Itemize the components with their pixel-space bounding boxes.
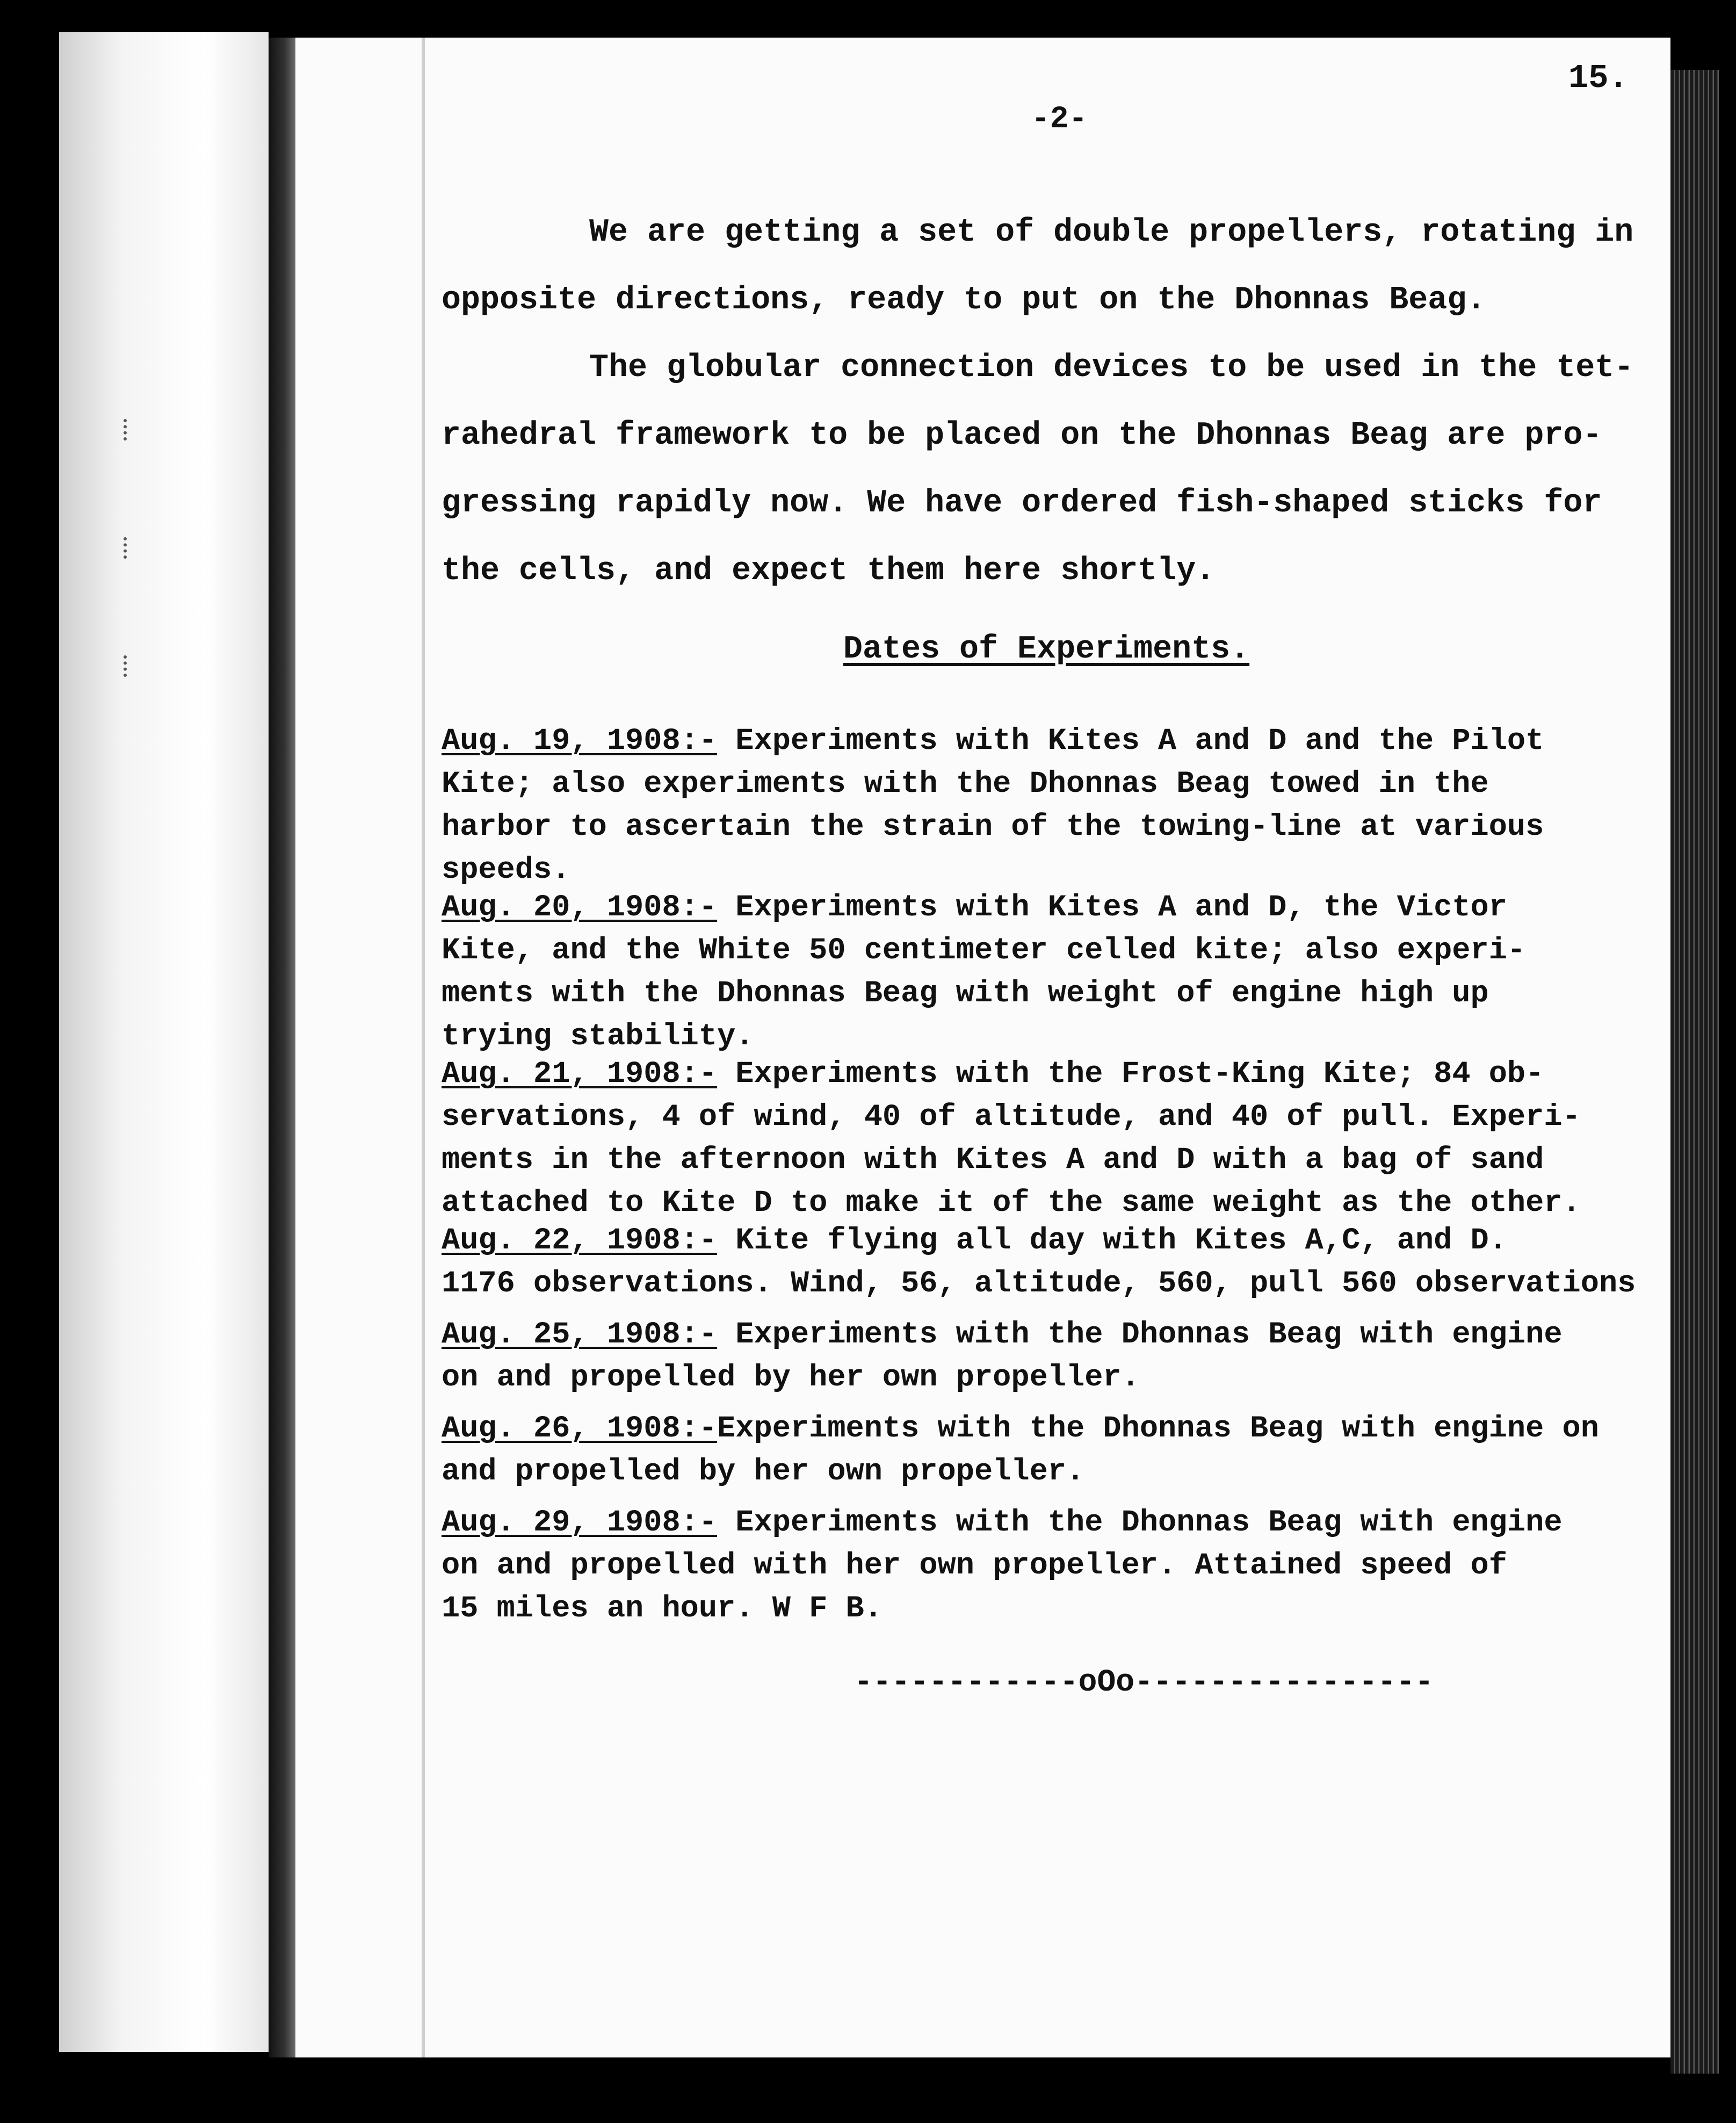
entry-line: ments with the Dhonnas Beag with weight of engine high up [442,977,1489,1011]
experiment-entry [442,1407,1599,1493]
page-number: 15. [1568,59,1629,97]
facing-page [59,32,269,2052]
paragraph-line: gressing rapidly now. We have ordered fish-shaped sticks for [442,485,1602,522]
entry-line: on and propelled with her own propeller. Attained speed of [442,1549,1507,1583]
experiment-entry [442,886,1525,1058]
entry-line: speeds. [442,853,570,887]
intro-paragraph-2 [442,334,1633,605]
entry-line: attached to Kite D to make it of the same weight as the other. [442,1186,1581,1221]
paragraph-line: opposite directions, ready to put on the Dhonnas Beag. [442,282,1486,319]
entry-line: servations, 4 of wind, 40 of altitude, and 40 of pull. Experi- [442,1100,1581,1135]
facing-page-marks [124,419,156,774]
entry-text: Experiments with the Dhonnas Beag with engine [717,1506,1563,1540]
experiment-entry [442,1219,1636,1305]
entry-date: Aug. 21, 1908:- [442,1057,718,1092]
entry-line: Kite, and the White 50 centimeter celled kite; also experi- [442,934,1526,968]
entry-date: Aug. 25, 1908:- [442,1318,718,1352]
entry-line: and propelled by her own propeller. [442,1455,1085,1489]
entry-line: 15 miles an hour. W F B. [442,1592,883,1626]
entry-text: Kite flying all day with Kites A,C, and D. [717,1224,1507,1258]
experiment-entry [442,1501,1563,1630]
paragraph-line: The globular connection devices to be used in the tet- [589,350,1634,386]
entry-date: Aug. 26, 1908:- [442,1412,718,1446]
entry-text: Experiments with the Dhonnas Beag with engine [717,1318,1563,1352]
intro-paragraph-1 [442,199,1633,334]
entry-text: Experiments with the Dhonnas Beag with engine on [717,1412,1599,1446]
entry-line [442,1219,1636,1262]
entry-line [442,1053,1581,1096]
entry-line [442,720,1544,763]
entry-text: Experiments with Kites A and D and the Pilot [717,724,1544,759]
section-heading: Dates of Experiments. [843,631,1250,668]
entry-date: Aug. 20, 1908:- [442,891,718,925]
entry-line [442,1313,1563,1356]
entry-line [442,886,1525,929]
experiment-entry [442,720,1544,892]
entry-text: Experiments with Kites A and D, the Victor [717,891,1507,925]
entry-line: trying stability. [442,1020,754,1054]
entry-line: ments in the afternoon with Kites A and D with a bag of sand [442,1143,1544,1178]
end-separator: ------------oOo---------------- [854,1665,1434,1700]
entry-line [442,1407,1599,1450]
entry-line: 1176 observations. Wind, 56, altitude, 560, pull 560 observations [442,1267,1636,1301]
entry-line [442,1501,1563,1544]
entry-line: harbor to ascertain the strain of the towing-line at various [442,810,1544,844]
entry-line: on and propelled by her own propeller. [442,1361,1140,1395]
margin-line [422,38,425,2057]
entry-date: Aug. 19, 1908:- [442,724,718,759]
entry-text: Experiments with the Frost-King Kite; 84 ob- [717,1057,1544,1092]
paragraph-line: We are getting a set of double propellers, rotating in [589,214,1634,251]
paragraph-line: the cells, and expect them here shortly. [442,553,1216,589]
experiment-entry [442,1053,1581,1225]
document-page [295,38,1670,2057]
entry-line: Kite; also experiments with the Dhonnas Beag towed in the [442,767,1489,801]
page-edges [1670,70,1719,2074]
entry-date: Aug. 29, 1908:- [442,1506,718,1540]
experiment-entry [442,1313,1563,1399]
entry-date: Aug. 22, 1908:- [442,1224,718,1258]
page-header: -2- [1031,102,1088,137]
paragraph-line: rahedral framework to be placed on the Dhonnas Beag are pro- [442,417,1602,454]
